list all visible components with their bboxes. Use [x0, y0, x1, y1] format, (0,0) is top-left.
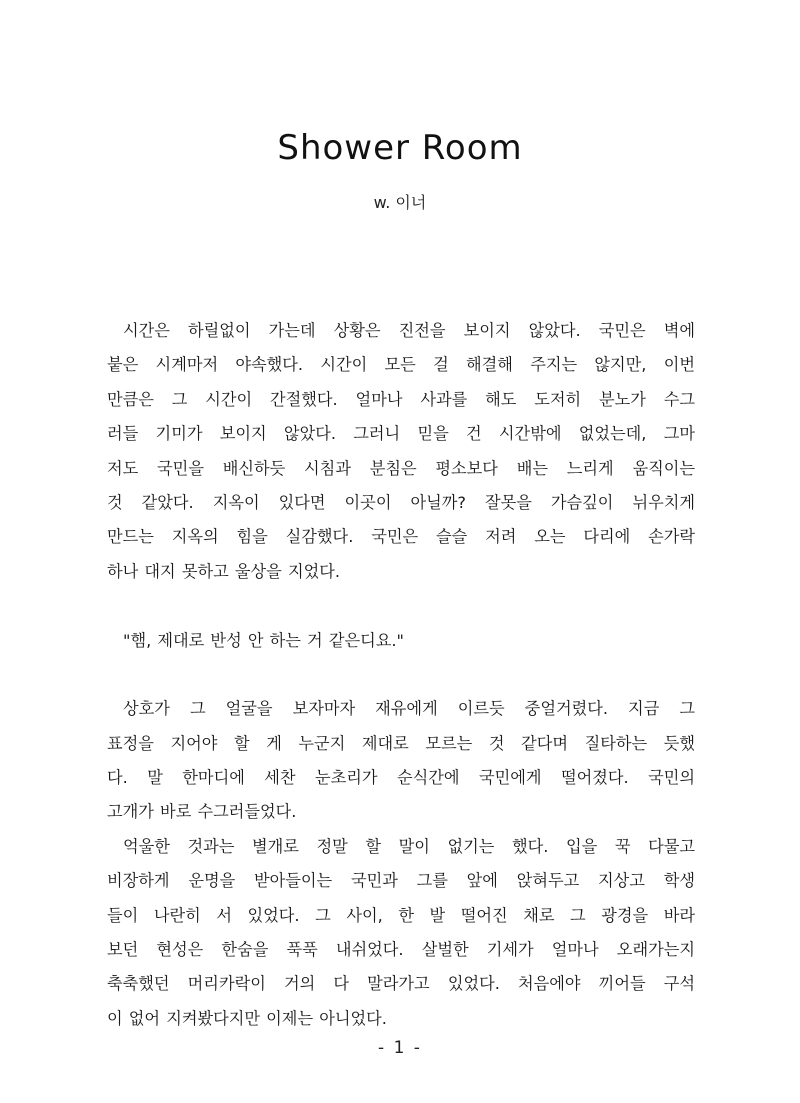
- page-number: - 1 -: [378, 1038, 422, 1058]
- body-line: 다. 말 한마디에 세찬 눈초리가 순식간에 국민에게 떨어졌다. 국민의: [107, 768, 695, 788]
- body-line: 것 같았다. 지옥이 있다면 이곳이 아닐까? 잘못을 가슴깊이 뉘우치게: [107, 492, 695, 512]
- body-line: 만큼은 그 시간이 간절했다. 얼마나 사과를 해도 도저히 분노가 수그: [107, 389, 695, 409]
- author-byline: w. 이너: [373, 193, 427, 212]
- body-line: 보던 현성은 한숨을 푹푹 내쉬었다. 살벌한 기세가 얼마나 오래가는지: [107, 940, 695, 960]
- body-line: 상호가 그 얼굴을 보자마자 재유에게 이르듯 중얼거렸다. 지금 그: [123, 699, 695, 719]
- body-line: 시간은 하릴없이 가는데 상황은 진전을 보이지 않았다. 국민은 벽에: [123, 321, 695, 340]
- body-line: 표정을 지어야 할 게 누군지 제대로 모르는 것 같다며 질타하는 듯했: [107, 733, 695, 753]
- body-line: 고개가 바로 수그러들었다.: [107, 802, 297, 822]
- body-line: 러들 기미가 보이지 않았다. 그러니 믿을 건 시간밖에 없었는데, 그마: [107, 424, 695, 444]
- body-line: 하나 대지 못하고 울상을 지었다.: [107, 561, 341, 581]
- body-line: 만드는 지옥의 힘을 실감했다. 국민은 슬슬 저려 오는 다리에 손가락: [107, 527, 695, 547]
- body-line: 억울한 것과는 별개로 정말 할 말이 없기는 했다. 입을 꾹 다물고: [123, 836, 695, 856]
- dialogue-line: "햄, 제대로 반성 안 하는 거 같은디요.": [123, 630, 404, 650]
- document-body: [107, 314, 695, 1036]
- body-line: 저도 국민을 배신하듯 시침과 분침은 평소보다 배는 느리게 움직이는: [107, 458, 695, 478]
- body-line: 비장하게 운명을 받아들이는 국민과 그를 앞에 앉혀두고 지상고 학생: [107, 871, 695, 891]
- body-line: 이 없어 지켜봤다지만 이제는 아니었다.: [107, 1008, 387, 1028]
- body-line: 들이 나란히 서 있었다. 그 사이, 한 발 떨어진 채로 그 광경을 바라: [107, 905, 695, 925]
- paragraph-gap: [107, 658, 695, 692]
- body-line: 붙은 시계마저 야속했다. 시간이 모든 걸 해결해 주지는 않지만, 이번: [107, 355, 695, 375]
- body-line: 축축했던 머리카락이 거의 다 말라가고 있었다. 처음에야 끼어들 구석: [107, 974, 695, 994]
- document-title: Shower Room: [277, 128, 523, 168]
- paragraph-gap: [107, 589, 695, 623]
